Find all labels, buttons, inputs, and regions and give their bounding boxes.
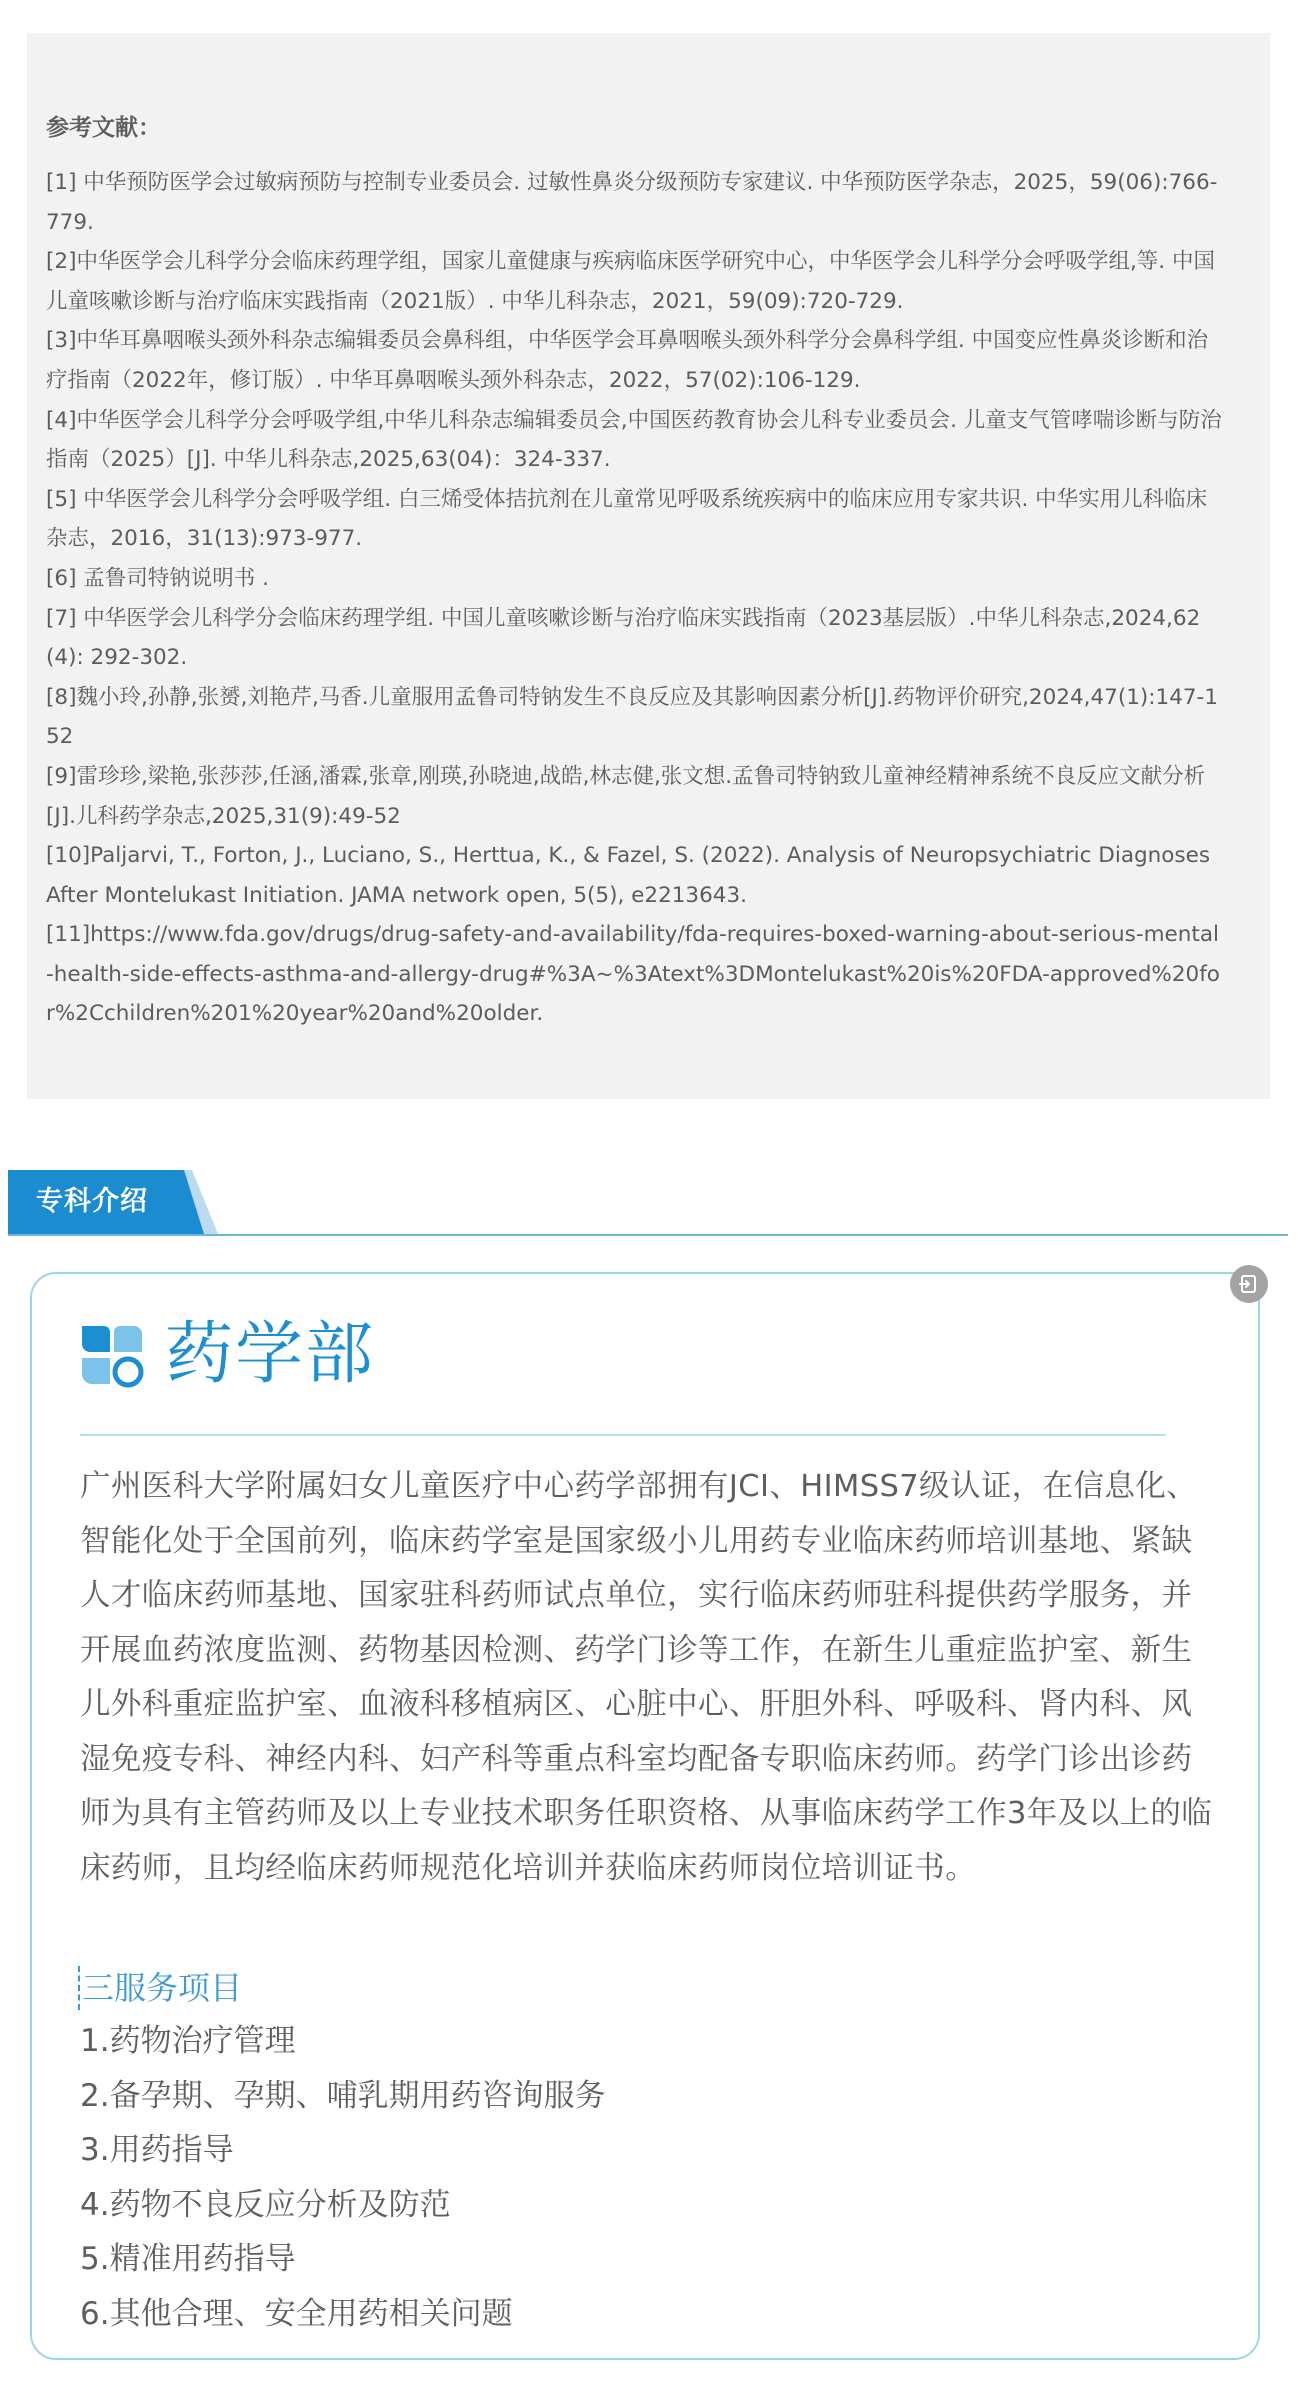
references-list [46,163,1222,1034]
reference-item-link[interactable]: [11]https://www.fda.gov/drugs/drug-safety-and-availability/fda-requires-boxed-warning-about-serious-mental-health-side-effects-asthma-and-allergy-drug#%3A~%3Atext%3DMontelukast%20is%20FDA-approved%20for%2Cchildren%201%20year%20and%20older. [46,922,1220,1027]
service-item: 6.其他合理、安全用药相关问题 [80,2295,513,2332]
title-divider [80,1434,1166,1436]
clover-logo-icon [80,1322,144,1388]
service-item: 1.药物治疗管理 [80,2023,296,2059]
reference-item: [4]中华医学会儿科学分会呼吸学组,中华儿科杂志编辑委员会,中国医药教育协会儿科专业委员会. 儿童支气管哮喘诊断与防治指南（2025）[J]. 中华儿科杂志,2025,63(04)：324-337. [46,407,1222,473]
department-intro: 广州医科大学附属妇女儿童医疗中心药学部拥有JCI、HIMSS7级认证，在信息化、智能化处于全国前列，临床药学室是国家级小儿用药专业临床药师培训基地、紧缺人才临床药师基地、国家驻科药师试点单位，实行临床药师驻科提供药学服务，并开展血药浓度监测、药物基因检测、药学门诊等工作，在新生儿重症监护室、新生儿外科重症监护室、血液科移植病区、心脏中心、肝胆外科、呼吸科、肾内科、风湿免疫专科、神经内科、妇产科等重点科室均配备专职临床药师。药学门诊出诊药师为具有主管药师及以上专业技术职务任职资格、从事临床药学工作3年及以上的临床药师，且均经临床药师规范化培训并获临床药师岗位培训证书。 [80,1469,1213,1886]
reference-item: [2]中华医学会儿科学分会临床药理学组，国家儿童健康与疾病临床医学研究中心，中华医学会儿科学分会呼吸学组,等. 中国儿童咳嗽诊断与治疗临床实践指南（2021版）. 中华儿科杂志，2021，59(09):720-729. [46,249,1215,314]
reference-item: [7] 中华医学会儿科学分会临床药理学组. 中国儿童咳嗽诊断与治疗临床实践指南（2023基层版）.中华儿科杂志,2024,62(4): 292-302. [46,605,1201,671]
exit-icon[interactable] [1230,1265,1268,1303]
section-tab-label: 专科介绍 [36,1186,148,1217]
services-list [80,2014,606,2341]
service-item: 2.备孕期、孕期、哺乳期用药咨询服务 [80,2077,606,2114]
department-title: 药学部 [165,1315,376,1394]
reference-item: [10]Paljarvi, T., Forton, J., Luciano, S., Herttua, K., & Fazel, S. (2022). Analysis of Neuropsychiatric Diagnoses After Montelukast Initiation. JAMA network open, 5(5), e2213643. [46,843,1211,908]
exit-icon-glyph [1239,1274,1259,1294]
section-divider [8,1234,1288,1236]
service-item: 3.用药指导 [80,2132,234,2168]
service-item: 5.精准用药指导 [80,2241,296,2277]
section-header [8,1170,1288,1236]
reference-item: [9]雷珍珍,梁艳,张莎莎,任涵,潘霖,张章,刚瑛,孙晓迪,战皓,林志健,张文想.孟鲁司特钠致儿童神经精神系统不良反应文献分析[J].儿科药学杂志,2025,31(9):49-52 [46,763,1206,829]
references-box [27,33,1270,1099]
reference-item: [8]魏小玲,孙静,张赟,刘艳芹,马香.儿童服用孟鲁司特钠发生不良反应及其影响因素分析[J].药物评价研究,2024,47(1):147-152 [46,684,1218,750]
reference-item: [1] 中华预防医学会过敏病预防与控制专业委员会. 过敏性鼻炎分级预防专家建议. 中华预防医学杂志，2025，59(06):766-779. [46,170,1218,235]
references-title: 参考文献： [46,115,161,141]
reference-item: [3]中华耳鼻咽喉头颈外科杂志编辑委员会鼻科组，中华医学会耳鼻咽喉头颈外科学分会鼻科学组. 中国变应性鼻炎诊断和治疗指南（2022年，修订版）. 中华耳鼻咽喉头颈外科杂志，2022，57(02):106-129. [46,328,1209,393]
services-title: 三服务项目 [78,1966,242,2010]
service-item: 4.药物不良反应分析及防范 [80,2186,451,2223]
reference-item: [6] 孟鲁司特钠说明书 . [46,565,269,591]
reference-item: [5] 中华医学会儿科学分会呼吸学组. 白三烯受体拮抗剂在儿童常见呼吸系统疾病中的临床应用专家共识. 中华实用儿科临床杂志，2016，31(13):973-977. [46,486,1208,552]
